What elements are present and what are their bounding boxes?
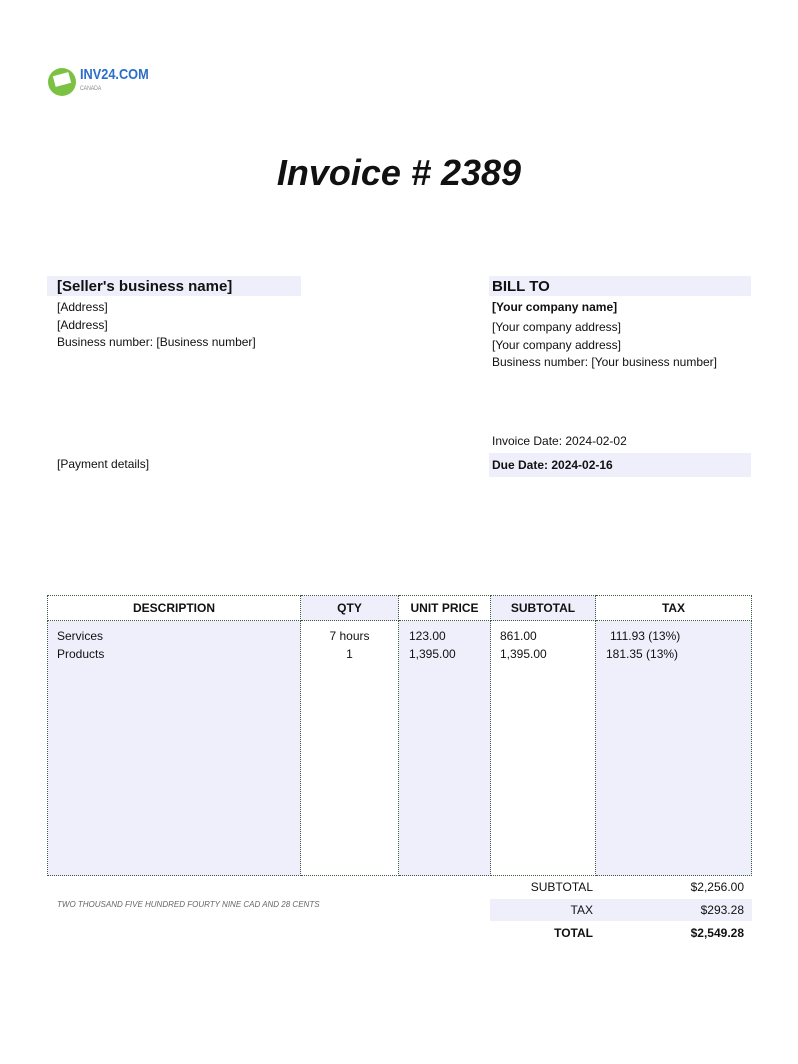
bill-to-heading: BILL TO xyxy=(492,278,550,295)
bill-to-company: [Your company name] xyxy=(492,300,618,314)
seller-business-number: Business number: [Business number] xyxy=(57,335,256,349)
header-unit-price: UNIT PRICE xyxy=(399,596,491,621)
subtotal-label: SUBTOTAL xyxy=(530,880,593,894)
header-tax: TAX xyxy=(596,596,752,621)
line-items-table xyxy=(47,595,752,876)
logo-icon xyxy=(48,68,76,96)
table-cell-unit-price: 123.00 xyxy=(409,629,446,643)
table-cell-description: Products xyxy=(57,647,105,661)
subtotal-row xyxy=(490,876,752,898)
seller-address-2: [Address] xyxy=(57,318,108,332)
table-cell-tax: 111.93 (13%) xyxy=(610,629,681,643)
header-qty: QTY xyxy=(301,596,399,621)
total-label: TOTAL xyxy=(554,926,593,940)
subtotal-value: $2,256.00 xyxy=(690,880,744,894)
bill-to-business-number: Business number: [Your business number] xyxy=(492,355,718,369)
tax-value: $293.28 xyxy=(700,903,744,917)
table-body xyxy=(48,621,752,876)
invoice-title: Invoice # 2389 xyxy=(276,152,522,193)
total-row xyxy=(490,922,752,944)
total-value: $2,549.28 xyxy=(690,926,744,940)
table-cell-unit-price: 1,395.00 xyxy=(409,647,456,661)
seller-address-1: [Address] xyxy=(57,300,108,314)
tax-label: TAX xyxy=(570,903,593,917)
bill-to-address-1: [Your company address] xyxy=(492,320,621,334)
due-date: Due Date: 2024-02-16 xyxy=(492,458,613,472)
payment-details: [Payment details] xyxy=(57,457,150,471)
header-subtotal: SUBTOTAL xyxy=(491,596,596,621)
invoice-date: Invoice Date: 2024-02-02 xyxy=(492,434,627,448)
logo-name: INV24.COM xyxy=(80,66,149,83)
table-cell-subtotal: 861.00 xyxy=(500,629,537,643)
table-cell-qty: 1 xyxy=(346,647,353,661)
tax-row xyxy=(490,899,752,921)
table-cell-description: Services xyxy=(57,629,104,643)
header-description: DESCRIPTION xyxy=(48,596,301,621)
amount-in-words: TWO THOUSAND FIVE HUNDRED FOURTY NINE CAD AND 28 CENTS xyxy=(57,900,320,909)
table-cell-qty: 7 hours xyxy=(329,629,370,643)
table-header xyxy=(48,596,752,621)
logo xyxy=(48,68,161,96)
bill-to-address-2: [Your company address] xyxy=(492,338,621,352)
seller-name: [Seller's business name] xyxy=(57,278,233,295)
logo-sub: CANADA xyxy=(80,86,102,92)
table-cell-subtotal: 1,395.00 xyxy=(500,647,547,661)
table-cell-tax: 181.35 (13%) xyxy=(606,647,679,661)
